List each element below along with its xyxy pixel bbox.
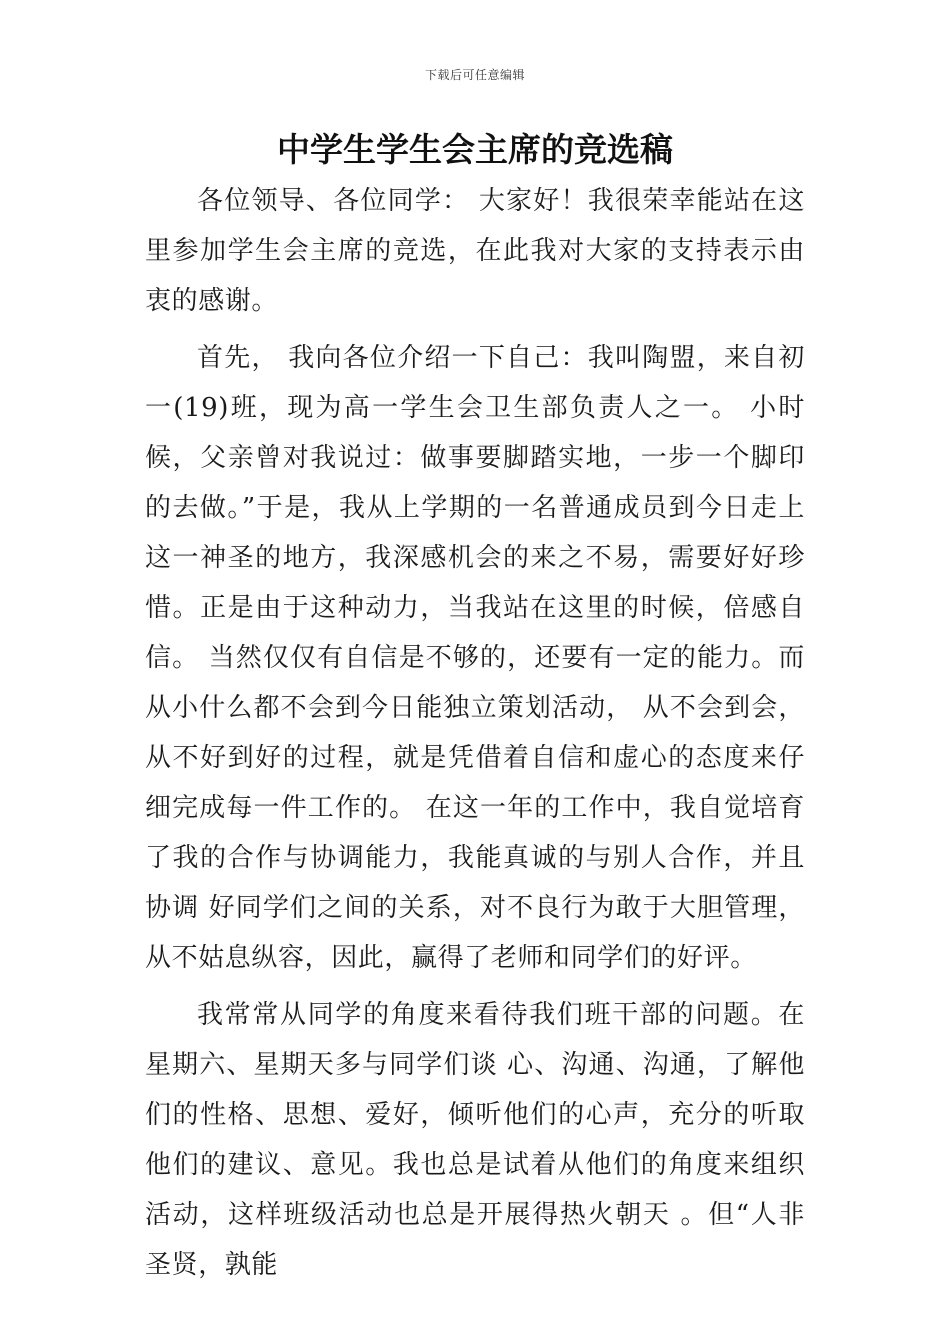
header-note: 下载后可任意编辑 (424, 68, 525, 82)
document-title: 中学生学生会主席的竞选稿 (277, 130, 673, 169)
paragraph-introduction: 首先， 我向各位介绍一下自己：我叫陶盟，来自初一(19)班，现为高一学生会卫生部负责人之一。 小时候，父亲曾对我说过：做事要脚踏实地，一步一个脚印的去做。”于是，我从上学期的一名普通成员到今日走上这一神圣的地方，我深感机会的来之不易，需要好好珍惜。正是由于这种动力，当我站在这里的时候，倍感自信。 当然仅仅有自信是不够的，还要有一定的能力。而从小什么都不会到今日能独立策划活动， 从不会到会，从不好到好的过程，就是凭借着自信和虚心的态度来仔细完成每一件工作的。 在这一年的工作中，我自觉培育了我的合作与协调能力，我能真诚的与别人合作，并且协调 好同学们之间的关系，对不良行为敢于大胆管理，从不姑息纵容，因此，赢得了老师和同学们的好评。 (145, 343, 805, 973)
paragraph-greeting: 各位领导、各位同学： 大家好！我很荣幸能站在这里参加学生会主席的竞选，在此我对大家的支持表示由衷的感谢。 (145, 186, 805, 316)
paragraph-communication: 我常常从同学的角度来看待我们班干部的问题。在星期六、星期天多与同学们谈 心、沟通、沟通，了解他们的性格、思想、爱好，倾听他们的心声，充分的听取他们的建议、意见。我也总是试着从他们的角度来组织活动，这样班级活动也总是开展得热火朝天 。但“人非圣贤，孰能 (145, 1000, 805, 1280)
document-body (145, 176, 805, 1290)
